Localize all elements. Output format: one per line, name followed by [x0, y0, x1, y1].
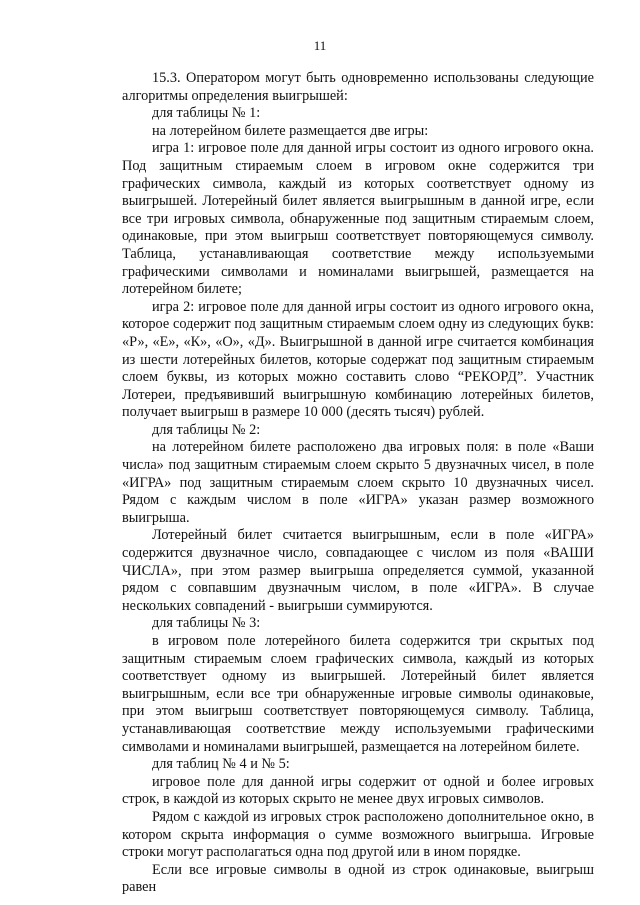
paragraph-table-3-rules: в игровом поле лотерейного билета содержится три скрытых под защитным стираемым слоем графических символа, каждый из которых соответствует одному из выигрышей. Лотерейный билет является выигрышным, если все три обнаруженные игровые символы одинаковые, при этом выигрыш соответствует повторяющемуся символу. Таблица, устанавливающая соответствие между используемыми графическими символами и номиналами выигрышей, размещается на лотерейном билете. [122, 633, 594, 755]
paragraph-game-rows: игровое поле для данной игры содержит от одной и более игровых строк, в каждой из которых скрыто не менее двух игровых символов. [122, 773, 594, 808]
paragraph-two-games: на лотерейном билете размещается две игры: [152, 122, 429, 139]
paragraph-table-2-winning: Лотерейный билет считается выигрышным, если в поле «ИГРА» содержится двузначное число, совпадающее с числом из поля «ВАШИ ЧИСЛА», при этом размер выигрыша определяется суммой, указанной рядом с совпавшим двузначным числом, в поле «ИГРА». В случае нескольких совпадений - выигрыши суммируются. [122, 527, 594, 614]
document-body [122, 70, 594, 897]
paragraph-table-1-heading: для таблицы № 1: [152, 105, 261, 122]
paragraph-game-1: игра 1: игровое поле для данной игры состоит из одного игрового окна. Под защитным стираемым слоем в игровом окне содержится три графических символа, каждый из которых соответствует одному из выигрышей. Лотерейный билет является выигрышным в данной игре, если все три игровых символа, обнаруженные под защитным стираемым слоем, одинаковые, при этом выигрыш соответствует повторяющемуся символу. Таблица, устанавливающая соответствие между используемыми графическими символами и номиналами выигрышей, размещается на лотерейном билете; [122, 140, 594, 298]
paragraph-extra-window: Рядом с каждой из игровых строк расположено дополнительное окно, в котором скрыта информация о сумме возможного выигрыша. Игровые строки могут располагаться одна под другой или в ином порядке. [122, 808, 594, 861]
paragraph-section-15-3: 15.3. Оператором могут быть одновременно использованы следующие алгоритмы определения выигрышей: [122, 70, 594, 104]
paragraph-game-2: игра 2: игровое поле для данной игры состоит из одного игрового окна, которое содержит под защитным стираемым слоем одну из следующих букв: «Р», «Е», «К», «О», «Д». Выигрышной в данной игре считается комбинация из шести лотерейных билетов, которые содержат под защитным стираемым слоем буквы, из которых можно составить слово “РЕКОРД”. Участник Лотереи, предъявивший выигрышную комбинацию лотерейных билетов, получает выигрыш в размере 10 000 (десять тысяч) рублей. [122, 298, 594, 421]
paragraph-table-3-heading: для таблицы № 3: [152, 615, 261, 632]
page-number: 11 [313, 38, 327, 53]
paragraph-same-symbols: Если все игровые символы в одной из строк одинаковые, выигрыш равен [122, 861, 594, 896]
paragraph-table-2-heading: для таблицы № 2: [152, 421, 261, 438]
paragraph-table-4-5-heading: для таблиц № 4 и № 5: [152, 756, 290, 773]
paragraph-table-2-fields: на лотерейном билете расположено два игровых поля: в поле «Ваши числа» под защитным стираемым слоем скрыто 5 двузначных чисел, в поле «ИГРА» под защитным стираемым слоем скрыто 10 двузначных чисел. Рядом с каждым числом в поле «ИГРА» указан размер возможного выигрыша. [122, 439, 594, 526]
